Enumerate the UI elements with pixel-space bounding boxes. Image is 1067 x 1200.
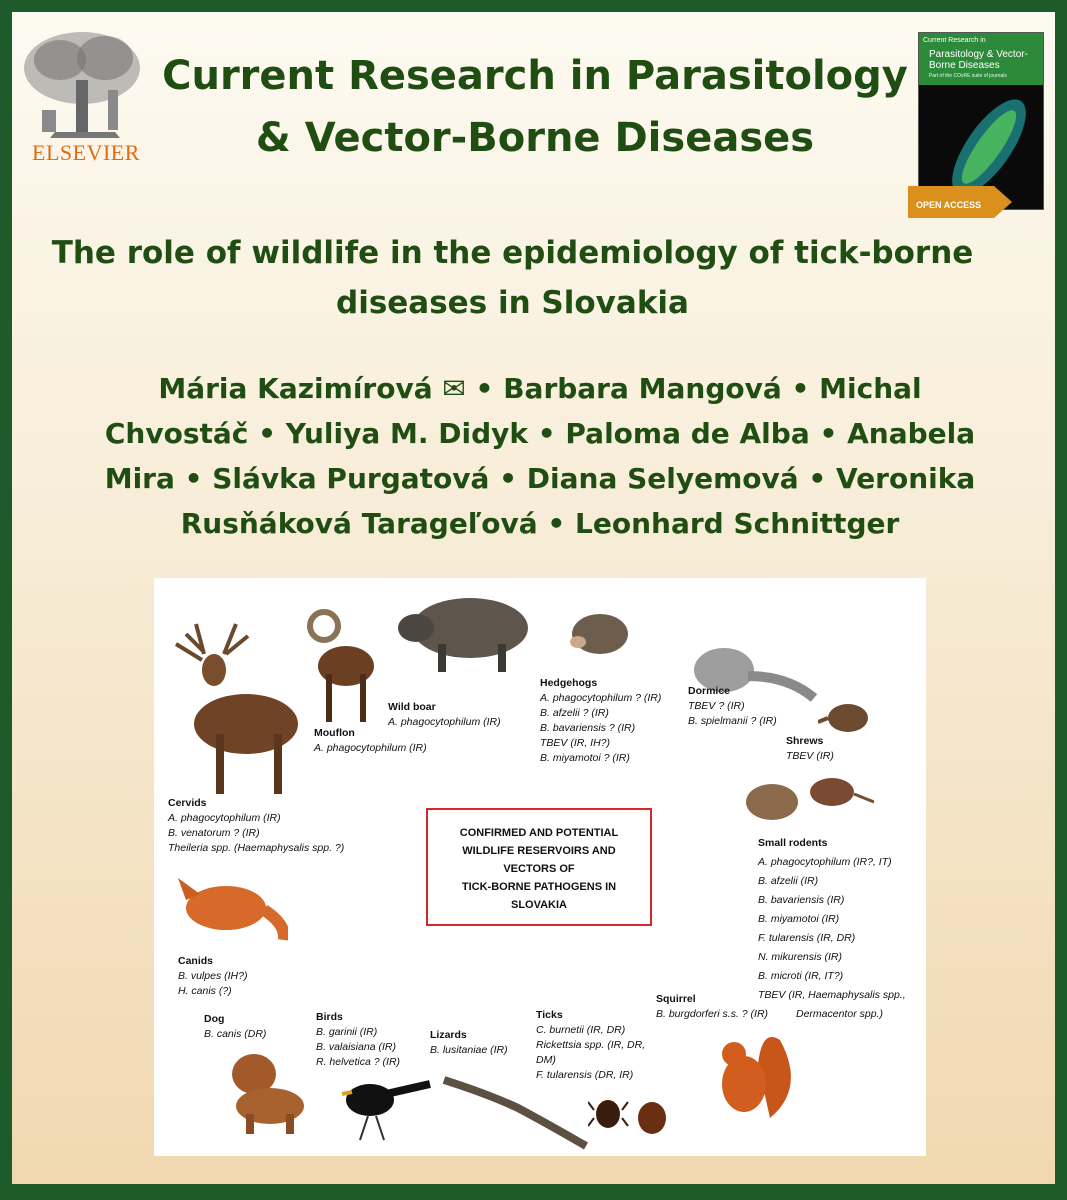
label-squirrel: Squirrel B. burgdorferi s.s. ? (IR): [656, 993, 769, 1020]
wild-boar-icon: [398, 584, 532, 676]
mouflon-icon: [304, 604, 384, 724]
label-canids: Canids B. vulpes (IH?) H. canis (?): [178, 955, 248, 997]
label-small-rodents: Small rodents A. phagocytophilum (IR?, IT) B. afzelii (IR) B. bavariensis (IR) B. miyamotoi (IR) F. tularensis (IR, DR) N. mikurensis (IR) B. microti (IR, IT?) TBEV (IR, Haemaphysalis spp., Dermacentor spp.): [758, 837, 906, 1020]
graphical-abstract: [154, 578, 926, 1156]
label-cervids: Cervids A. phagocytophilum (IR) B. venatorum ? (IR) Theileria spp. (Haemaphysalis spp. ?): [168, 797, 345, 854]
author-list: Mária Kazimírová ✉ • Barbara Mangová • Michal Chvostáč • Yuliya M. Didyk • Paloma de Alba • Anabela Mira • Slávka Purgatová • Diana Selyemová • Veronika Rusňáková Tarageľová • Leonhard Schnittger: [104, 372, 976, 540]
open-access-label: OPEN ACCESS: [916, 200, 982, 210]
dog-icon: [214, 1044, 314, 1138]
squirrel-icon: [710, 1028, 800, 1124]
deer-icon: [156, 614, 306, 804]
label-wild-boar: Wild boar A. phagocytophilum (IR): [388, 701, 501, 728]
label-dormice: Dormice TBEV ? (IR) B. spielmanii ? (IR): [688, 685, 777, 727]
fox-icon: [168, 864, 288, 948]
label-mouflon: Mouflon A. phagocytophilum (IR): [314, 727, 427, 754]
label-hedgehogs: Hedgehogs A. phagocytophilum ? (IR) B. afzelii ? (IR) B. bavariensis ? (IR) TBEV (IR, IH?) B. miyamotoi ? (IR): [540, 677, 662, 764]
journal-cover: [918, 32, 1044, 210]
cover-title: Parasitology & Vector-Borne Diseases: [929, 49, 1028, 71]
journal-title: Current Research in Parasitology & Vector-Borne Diseases: [162, 53, 908, 161]
lizard-icon: [438, 1074, 590, 1150]
hedgehog-icon: [568, 606, 630, 656]
article-title: The role of wildlife in the epidemiology of tick-borne diseases in Slovakia: [51, 235, 974, 321]
center-title-box: [426, 808, 652, 926]
elsevier-wordmark: ELSEVIER: [32, 140, 140, 165]
label-lizards: Lizards B. lusitaniae (IR): [430, 1029, 508, 1056]
bird-icon: [330, 1076, 434, 1146]
label-dog: Dog B. canis (DR): [204, 1013, 267, 1040]
label-ticks: Ticks C. burnetii (IR, DR) Rickettsia spp. (IR, DR, DM) F. tularensis (DR, IR): [536, 1009, 646, 1081]
cover-brand: Current Research in: [923, 37, 986, 44]
cover-suite: Part of the COvRE suite of journals: [929, 73, 1007, 79]
small-rodent-icon: [744, 774, 874, 824]
tick-icon: [588, 1092, 678, 1144]
label-birds: Birds B. garinii (IR) B. valaisiana (IR) R. helvetica ? (IR): [316, 1011, 401, 1068]
label-shrews: Shrews TBEV (IR): [786, 735, 834, 762]
center-title-text: CONFIRMED AND POTENTIAL WILDLIFE RESERVOIRS AND VECTORS OF TICK-BORNE PATHOGENS IN SLOVAKIA: [459, 827, 619, 911]
shrew-icon: [818, 696, 870, 736]
